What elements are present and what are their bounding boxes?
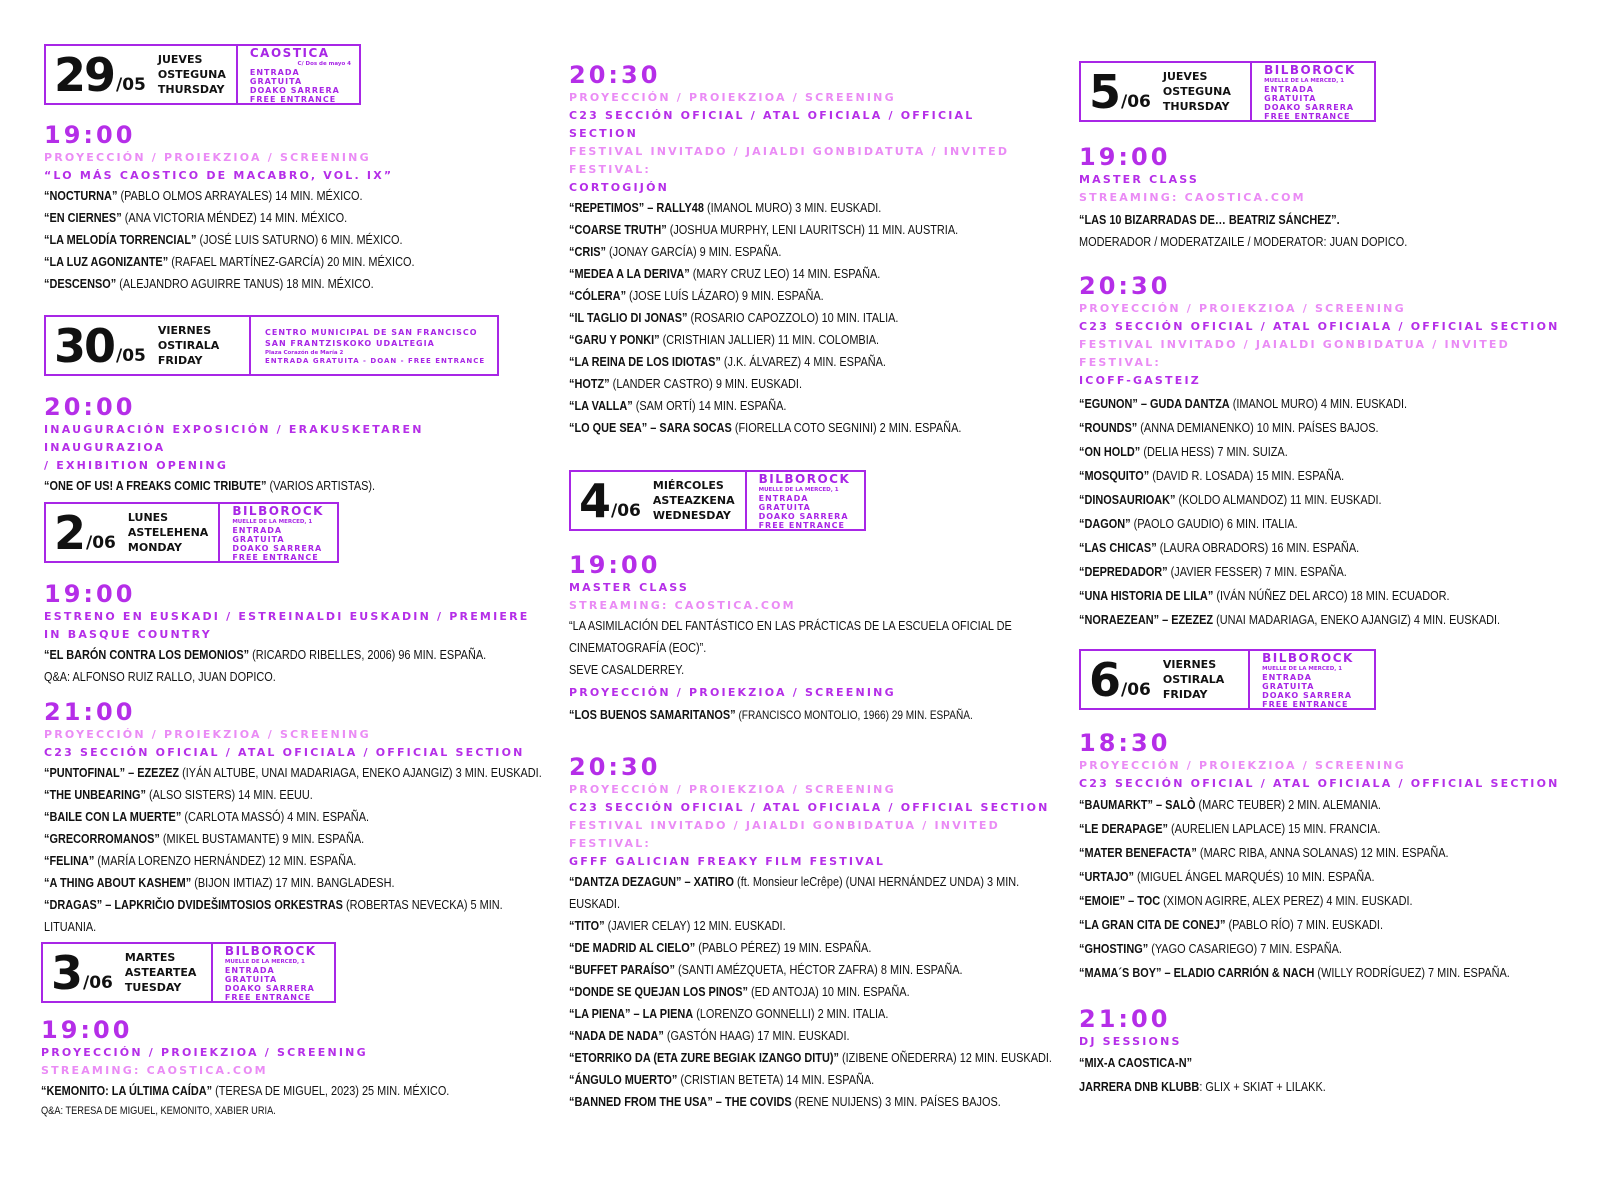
film-entry: “BAUMARKT” – SALÒ (MARC TEUBER) 2 MIN. ALEMANIA. [1079, 797, 1381, 812]
weekday-eu: OSTIRALA [157, 339, 220, 352]
masterclass-title: “LA ASIMILACIÓN DEL FANTÁSTICO EN LAS PRÁCTICAS DE LA ESCUELA OFICIAL DE [569, 618, 1012, 633]
film-entry: “DEPREDADOR” (JAVIER FESSER) 7 MIN. ESPAÑA. [1079, 564, 1347, 579]
film-list [44, 762, 544, 938]
film-entry: “DANTZA DEZAGUN” – XATIRO (ft. Monsieur leCrêpe) (UNAI HERNÁNDEZ UNDA) 3 MIN. [569, 874, 1020, 889]
masterclass-title-cont: CINEMATOGRAFÍA (EOC)”. [569, 640, 707, 655]
event-6-1830 [1079, 729, 1579, 985]
guest-festival: FESTIVAL INVITADO / JAIALDI GONBIDATUTA / INVITED [569, 145, 1010, 158]
event-time: 18:30 [1079, 729, 1171, 757]
film-entry: “EL BARÓN CONTRA LOS DEMONIOS” (RICARDO RIBELLES, 2006) 96 MIN. ESPAÑA. [44, 647, 487, 662]
event-time: 20:30 [569, 753, 661, 781]
film-entry: “LE DERAPAGE” (AURELIEN LAPLACE) 15 MIN. FRANCIA. [1079, 821, 1381, 836]
film-entry: “DESCENSO” (ALEJANDRO AGUIRRE TANUS) 18 MIN. MÉXICO. [44, 276, 374, 291]
film-entry: “LA REINA DE LOS IDIOTAS” (J.K. ÁLVAREZ) 4 MIN. ESPAÑA. [569, 354, 886, 369]
weekday-en: THURSDAY [157, 83, 225, 96]
moderator-note: MODERADOR / MODERATZAILE / MODERATOR: JUAN DOPICO. [1079, 234, 1408, 249]
event-type: PROYECCIÓN / PROIEKZIOA / SCREENING [1079, 302, 1406, 315]
event-section: C23 SECCIÓN OFICIAL / ATAL OFICIALA / OFFICIAL SECTION [44, 746, 525, 759]
entrance-es: ENTRADA GRATUITA [1264, 85, 1317, 103]
date-block [46, 317, 251, 374]
entrance-eu: DOAKO SARRERA [758, 512, 849, 521]
film-entry: “LO QUE SEA” – SARA SOCAS (FIORELLA COTO SEGNINI) 2 MIN. ESPAÑA. [569, 420, 962, 435]
event-30-2000 [44, 393, 544, 497]
weekday-names [1163, 69, 1231, 114]
weekday-en: THURSDAY [1162, 100, 1230, 113]
entrance-en: FREE ENTRANCE [249, 95, 337, 104]
film-entry: “CÓLERA” (JOSE LUÍS LÁZARO) 9 MIN. ESPAÑA. [569, 288, 824, 303]
event-type: INAUGURACIÓN EXPOSICIÓN / ERAKUSKETAREN INAUGURAZIOA [44, 423, 424, 454]
day-number: 6 [1089, 652, 1120, 707]
date-block [46, 504, 220, 561]
dj-entry: “MIX-A CAOSTICA-N” [1079, 1055, 1193, 1070]
venue-address: MUELLE DE LA MERCED, 1 [758, 487, 839, 493]
venue-address: MUELLE DE LA MERCED, 1 [1264, 78, 1345, 84]
day-number: 4 [579, 473, 610, 528]
day-number: 3 [51, 945, 82, 1000]
film-entry: “PUNTOFINAL” – EZEZEZ (IYÁN ALTUBE, UNAI MADARIAGA, ENEKO AJANGIZ) 3 MIN. EUSKADI. [44, 765, 542, 780]
event-type: PROYECCIÓN / PROIEKZIOA / SCREENING [41, 1046, 368, 1059]
film-entry: “NOCTURNA” (PABLO OLMOS ARRAYALES) 14 MIN. MÉXICO. [44, 188, 363, 203]
film-entry: “BUFFET PARAÍSO” (SANTI AMÉZQUETA, HÉCTOR ZAFRA) 8 MIN. ESPAÑA. [569, 962, 963, 977]
event-type: PROYECCIÓN / PROIEKZIOA / SCREENING [44, 728, 371, 741]
film-entry: “IL TAGLIO DI JONAS” (ROSARIO CAPOZZOLO) 10 MIN. ITALIA. [569, 310, 899, 325]
venue-name: BILBOROCK [1264, 63, 1356, 77]
venue-name: CAOSTICA [249, 46, 330, 60]
qa-note: Q&A: ALFONSO RUIZ RALLO, JUAN DOPICO. [44, 669, 276, 684]
event-29-1900 [44, 121, 544, 295]
film-entry: “NADA DE NADA” (GASTÓN HAAG) 17 MIN. EUSKADI. [569, 1028, 850, 1043]
event-time: 21:00 [44, 698, 136, 726]
film-entry: “THE UNBEARING” (ALSO SISTERS) 14 MIN. EEUU. [44, 787, 313, 802]
venue-name-eu: SAN FRANTZISKOKO UDALTEGIA [265, 338, 435, 348]
event-6-2100 [1079, 1005, 1579, 1099]
event-type-screening: PROYECCIÓN / PROIEKZIOA / SCREENING [569, 686, 896, 699]
event-5-1900 [1079, 143, 1579, 253]
event-4-2030 [569, 753, 1069, 1113]
entrance-eu: DOAKO SARRERA [232, 544, 323, 553]
film-entry: “BAILE CON LA MUERTE” (CARLOTA MASSÓ) 4 MIN. ESPAÑA. [44, 809, 370, 824]
weekday-es: VIERNES [157, 324, 212, 337]
event-type: PROYECCIÓN / PROIEKZIOA / SCREENING [569, 783, 896, 796]
venue-block [1250, 651, 1374, 708]
venue-address: MUELLE DE LA MERCED, 1 [224, 959, 305, 965]
film-entry: “URTAJO” (MIGUEL ÁNGEL MARQUÉS) 10 MIN. ESPAÑA. [1079, 869, 1375, 884]
entrance-en: FREE ENTRANCE [232, 553, 319, 562]
guest-festival-name: ICOFF-GASTEIZ [1079, 374, 1201, 387]
weekday-es: LUNES [127, 511, 169, 524]
date-block [46, 46, 238, 103]
film-entry: “COARSE TRUTH” (JOSHUA MURPHY, LENI LAURITSCH) 11 MIN. AUSTRIA. [569, 222, 959, 237]
venue-address: C/ Dos de mayo 4 [297, 61, 351, 67]
film-entry: “MEDEA A LA DERIVA” (MARY CRUZ LEO) 14 MIN. ESPAÑA. [569, 266, 881, 281]
event-section: “LO MÁS CAOSTICO DE MACABRO, VOL. IX” [44, 169, 394, 182]
weekday-es: JUEVES [1162, 70, 1208, 83]
day-number: 2 [54, 505, 85, 560]
film-list [44, 185, 544, 295]
film-entry: “HOTZ” (LANDER CASTRO) 9 MIN. EUSKADI. [569, 376, 802, 391]
film-entry: “MAMA´S BOY” – ELADIO CARRIÓN & NACH (WILLY RODRÍGUEZ) 7 MIN. ESPAÑA. [1079, 965, 1510, 980]
streaming-label: STREAMING: CAOSTICA.COM [41, 1064, 268, 1077]
venue-name: BILBOROCK [232, 504, 324, 518]
venue-block [213, 944, 334, 1001]
event-time: 20:30 [569, 61, 661, 89]
date-box-3-06 [41, 942, 336, 1003]
qa-note: Q&A: TERESA DE MIGUEL, KEMONITO, XABIER URIA. [41, 1105, 276, 1117]
event-3-1900 [41, 1016, 541, 1120]
film-list [1079, 793, 1579, 985]
event-time: 19:00 [1079, 143, 1171, 171]
film-entry: “LA GRAN CITA DE CONEJ” (PABLO RÍO) 7 MIN. EUSKADI. [1079, 917, 1383, 932]
month-number: /06 [1121, 91, 1151, 112]
event-type: ESTRENO EN EUSKADI / ESTREINALDI EUSKADIN / PREMIERE [44, 610, 530, 623]
dj-entry: JARRERA DNB KLUBB: GLIX + SKIAT + LILAKK. [1079, 1079, 1326, 1094]
film-entry: “LAS CHICAS” (LAURA OBRADORS) 16 MIN. ESPAÑA. [1079, 540, 1360, 555]
entrance-es: ENTRADA GRATUITA [224, 966, 278, 984]
film-entry: “LA LUZ AGONIZANTE” (RAFAEL MARTÍNEZ-GARCÍA) 20 MIN. MÉXICO. [44, 254, 415, 269]
film-list [569, 871, 1069, 1113]
film-entry: “FELINA” (MARÍA LORENZO HERNÁNDEZ) 12 MIN. ESPAÑA. [44, 853, 357, 868]
film-entry: “DRAGAS” – LAPKRIČIO DVIDEŠIMTOSIOS ORKESTRAS (ROBERTAS NEVECKA) 5 MIN. LITUANIA. [44, 897, 503, 934]
entrance-es: ENTRADA GRATUITA [1262, 673, 1315, 691]
weekday-eu: OSTIRALA [1162, 673, 1225, 686]
event-section: C23 SECCIÓN OFICIAL / ATAL OFICIALA / OFFICIAL SECTION [1079, 777, 1560, 790]
venue-name: BILBOROCK [224, 944, 317, 958]
weekday-names [125, 950, 196, 995]
venue-name: BILBOROCK [1262, 651, 1354, 665]
date-block [1081, 63, 1252, 120]
weekday-names [1163, 657, 1224, 702]
weekday-eu: OSTEGUNA [1162, 85, 1231, 98]
film-entry: “ETORRIKO DA (ETA ZURE BEGIAK IZANGO DITU)” (IZIBENE OÑEDERRA) 12 MIN. EUSKADI. [569, 1050, 1052, 1065]
event-5-2030 [1079, 272, 1579, 632]
month-number: /06 [611, 500, 641, 521]
entrance-en: FREE ENTRANCE [224, 993, 312, 1002]
weekday-es: VIERNES [1162, 658, 1217, 671]
film-entry: “REPETIMOS” – RALLY48 (IMANOL MURO) 3 MIN. EUSKADI. [569, 200, 882, 215]
event-type-en: / EXHIBITION OPENING [44, 459, 229, 472]
venue-name: CENTRO MUNICIPAL DE SAN FRANCISCO [265, 327, 478, 337]
weekday-es: JUEVES [157, 53, 203, 66]
entrance-es: ENTRADA GRATUITA [758, 494, 811, 512]
film-entry-cont: EUSKADI. [569, 896, 620, 911]
weekday-en: FRIDAY [1162, 688, 1208, 701]
weekday-eu: ASTEARTEA [124, 966, 197, 979]
venue-block [238, 46, 359, 103]
entrance-en: FREE ENTRANCE [758, 521, 845, 530]
film-entry: “LA PIENA” – LA PIENA (LORENZO GONNELLI) 2 MIN. ITALIA. [569, 1006, 889, 1021]
film-entry: “KEMONITO: LA ÚLTIMA CAÍDA” (TERESA DE MIGUEL, 2023) 25 MIN. MÉXICO. [41, 1083, 450, 1098]
entrance-eu: DOAKO SARRERA [1262, 691, 1353, 700]
date-box-5-06 [1079, 61, 1376, 122]
weekday-en: TUESDAY [124, 981, 182, 994]
film-entry: “LA MELODÍA TORRENCIAL” (JOSÉ LUIS SATURNO) 6 MIN. MÉXICO. [44, 232, 403, 247]
entrance-eu: DOAKO SARRERA [249, 86, 340, 95]
venue-block [747, 472, 864, 529]
film-entry: “MATER BENEFACTA” (MARC RIBA, ANNA SOLANAS) 12 MIN. ESPAÑA. [1079, 845, 1449, 860]
event-4-1900 [569, 551, 1069, 726]
film-entry: “DINOSAURIOAK” (KOLDO ALMANDOZ) 11 MIN. EUSKADI. [1079, 492, 1382, 507]
weekday-en: WEDNESDAY [652, 509, 731, 522]
month-number: /06 [1121, 679, 1151, 700]
entrance-en: FREE ENTRANCE [1262, 700, 1349, 709]
film-entry: “ROUNDS” (ANNA DEMIANENKO) 10 MIN. PAÍSES BAJOS. [1079, 420, 1379, 435]
masterclass-title: “LAS 10 BIZARRADAS DE… BEATRIZ SÁNCHEZ”. [1079, 212, 1340, 227]
masterclass-speaker: SEVE CASALDERREY. [569, 662, 685, 677]
event-type: DJ SESSIONS [1079, 1035, 1182, 1048]
day-number: 29 [54, 47, 115, 102]
date-block [571, 472, 747, 529]
month-number: /05 [116, 74, 146, 95]
film-entry: “TITO” (JAVIER CELAY) 12 MIN. EUSKADI. [569, 918, 786, 933]
streaming-label: STREAMING: CAOSTICA.COM [1079, 191, 1306, 204]
guest-festival: FESTIVAL INVITADO / JAIALDI GONBIDATUA / INVITED FESTIVAL: [569, 819, 1000, 850]
event-time: 19:00 [41, 1016, 133, 1044]
film-entry: “ÁNGULO MUERTO” (CRISTIAN BETETA) 14 MIN. ESPAÑA. [569, 1072, 875, 1087]
film-entry: “A THING ABOUT KASHEM” (BIJON IMTIAZ) 17 MIN. BANGLADESH. [44, 875, 395, 890]
film-entry: “BANNED FROM THE USA” – THE COVIDS (RENE NUIJENS) 3 MIN. PAÍSES BAJOS. [569, 1094, 1001, 1109]
film-entry: “NORAEZEAN” – EZEZEZ (UNAI MADARIAGA, ENEKO AJANGIZ) 4 MIN. EUSKADI. [1079, 612, 1501, 627]
date-box-29-05 [44, 44, 361, 105]
weekday-eu: ASTEAZKENA [652, 494, 735, 507]
event-type: PROYECCIÓN / PROIEKZIOA / SCREENING [1079, 759, 1406, 772]
film-entry: “MOSQUITO” (DAVID R. LOSADA) 15 MIN. ESPAÑA. [1079, 468, 1345, 483]
guest-festival-name: GFFF GALICIAN FREAKY FILM FESTIVAL [569, 855, 886, 868]
guest-festival-name: CORTOGIJÓN [569, 181, 670, 194]
month-number: /05 [116, 345, 146, 366]
film-entry: “DE MADRID AL CIELO” (PABLO PÉREZ) 19 MIN. ESPAÑA. [569, 940, 872, 955]
entrance-es: ENTRADA GRATUITA [249, 68, 303, 86]
entrance-en: FREE ENTRANCE [1264, 112, 1351, 121]
event-time: 19:00 [44, 121, 136, 149]
date-box-30-05 [44, 315, 499, 376]
film-entry: “GRECORROMANOS” (MIKEL BUSTAMANTE) 9 MIN. ESPAÑA. [44, 831, 365, 846]
date-box-2-06 [44, 502, 339, 563]
day-number: 5 [1089, 64, 1120, 119]
weekday-es: MARTES [124, 951, 176, 964]
day-number: 30 [54, 318, 115, 373]
film-entry: “EN CIERNES” (ANA VICTORIA MÉNDEZ) 14 MIN. MÉXICO. [44, 210, 348, 225]
event-time: 19:00 [569, 551, 661, 579]
venue-address: Plaza Corazón de María 2 [265, 349, 344, 356]
event-3-2030 [569, 61, 1069, 439]
venue-address: MUELLE DE LA MERCED, 1 [1262, 666, 1343, 672]
event-2-1900 [44, 580, 544, 688]
weekday-en: MONDAY [127, 541, 182, 554]
event-type-cont: IN BASQUE COUNTRY [44, 628, 212, 641]
event-type: MASTER CLASS [1079, 173, 1200, 186]
weekday-names [128, 510, 208, 555]
film-list [1079, 392, 1579, 632]
film-entry: “EMOIE” – TOC (XIMON AGIRRE, ALEX PEREZ) 4 MIN. EUSKADI. [1079, 893, 1413, 908]
event-section-cont: SECTION [569, 127, 639, 140]
date-block [43, 944, 213, 1001]
event-type: PROYECCIÓN / PROIEKZIOA / SCREENING [569, 91, 896, 104]
venue-block [1252, 63, 1374, 120]
film-entry: “UNA HISTORIA DE LILA” (IVÁN NÚÑEZ DEL ARCO) 18 MIN. ECUADOR. [1079, 588, 1450, 603]
event-time: 19:00 [44, 580, 136, 608]
guest-festival: FESTIVAL INVITADO / JAIALDI GONBIDATUA / INVITED FESTIVAL: [1079, 338, 1510, 369]
date-box-6-06 [1079, 649, 1376, 710]
entrance-eu: DOAKO SARRERA [224, 984, 315, 993]
weekday-eu: OSTEGUNA [157, 68, 226, 81]
event-section: C23 SECCIÓN OFICIAL / ATAL OFICIALA / OFFICIAL SECTION [569, 801, 1050, 814]
film-entry: “CRIS” (JONAY GARCÍA) 9 MIN. ESPAÑA. [569, 244, 782, 259]
event-2-2100 [44, 698, 544, 938]
event-type: MASTER CLASS [569, 581, 690, 594]
film-entry: “GARU Y PONKI” (CRISTHIAN JALLIER) 11 MIN. COLOMBIA. [569, 332, 880, 347]
entrance-info: ENTRADA GRATUITA - DOAN - FREE ENTRANCE [265, 356, 486, 365]
entrance-es: ENTRADA GRATUITA [232, 526, 285, 544]
event-time: 20:30 [1079, 272, 1171, 300]
film-entry: “GHOSTING” (YAGO CASARIEGO) 7 MIN. ESPAÑA. [1079, 941, 1342, 956]
venue-name: BILBOROCK [758, 472, 851, 486]
date-box-4-06 [569, 470, 866, 531]
month-number: /06 [83, 972, 113, 993]
venue-block [251, 317, 493, 374]
weekday-names [158, 52, 226, 97]
venue-block [220, 504, 337, 561]
event-section: C23 SECCIÓN OFICIAL / ATAL OFICIALA / OFFICIAL SECTION [1079, 320, 1560, 333]
exhibition-entry: “ONE OF US! A FREAKS COMIC TRIBUTE” (VARIOS ARTISTAS). [44, 478, 376, 493]
event-time: 20:00 [44, 393, 136, 421]
weekday-names [653, 478, 735, 523]
event-time: 21:00 [1079, 1005, 1171, 1033]
film-entry: “LA VALLA” (SAM ORTÍ) 14 MIN. ESPAÑA. [569, 398, 787, 413]
month-number: /06 [86, 532, 116, 553]
weekday-en: FRIDAY [157, 354, 203, 367]
weekday-names [158, 323, 219, 368]
film-entry: “EGUNON” – GUDA DANTZA (IMANOL MURO) 4 MIN. EUSKADI. [1079, 396, 1408, 411]
venue-address: MUELLE DE LA MERCED, 1 [232, 519, 313, 525]
streaming-label: STREAMING: CAOSTICA.COM [569, 599, 796, 612]
film-list [569, 197, 1069, 439]
date-block [1081, 651, 1250, 708]
weekday-eu: ASTELEHENA [127, 526, 209, 539]
weekday-es: MIÉRCOLES [652, 479, 724, 492]
event-type: PROYECCIÓN / PROIEKZIOA / SCREENING [44, 151, 371, 164]
entrance-eu: DOAKO SARRERA [1264, 103, 1355, 112]
film-entry: “ON HOLD” (DELIA HESS) 7 MIN. SUIZA. [1079, 444, 1288, 459]
film-entry: “DONDE SE QUEJAN LOS PINOS” (ED ANTOJA) 10 MIN. ESPAÑA. [569, 984, 910, 999]
film-entry: “LOS BUENOS SAMARITANOS” (FRANCISCO MONTOLIO, 1966) 29 MIN. ESPAÑA. [569, 707, 973, 722]
guest-festival-cont: FESTIVAL: [569, 163, 652, 176]
film-entry: “DAGON” (PAOLO GAUDIO) 6 MIN. ITALIA. [1079, 516, 1298, 531]
event-section: C23 SECCIÓN OFICIAL / ATAL OFICIALA / OFFICIAL [569, 109, 975, 122]
